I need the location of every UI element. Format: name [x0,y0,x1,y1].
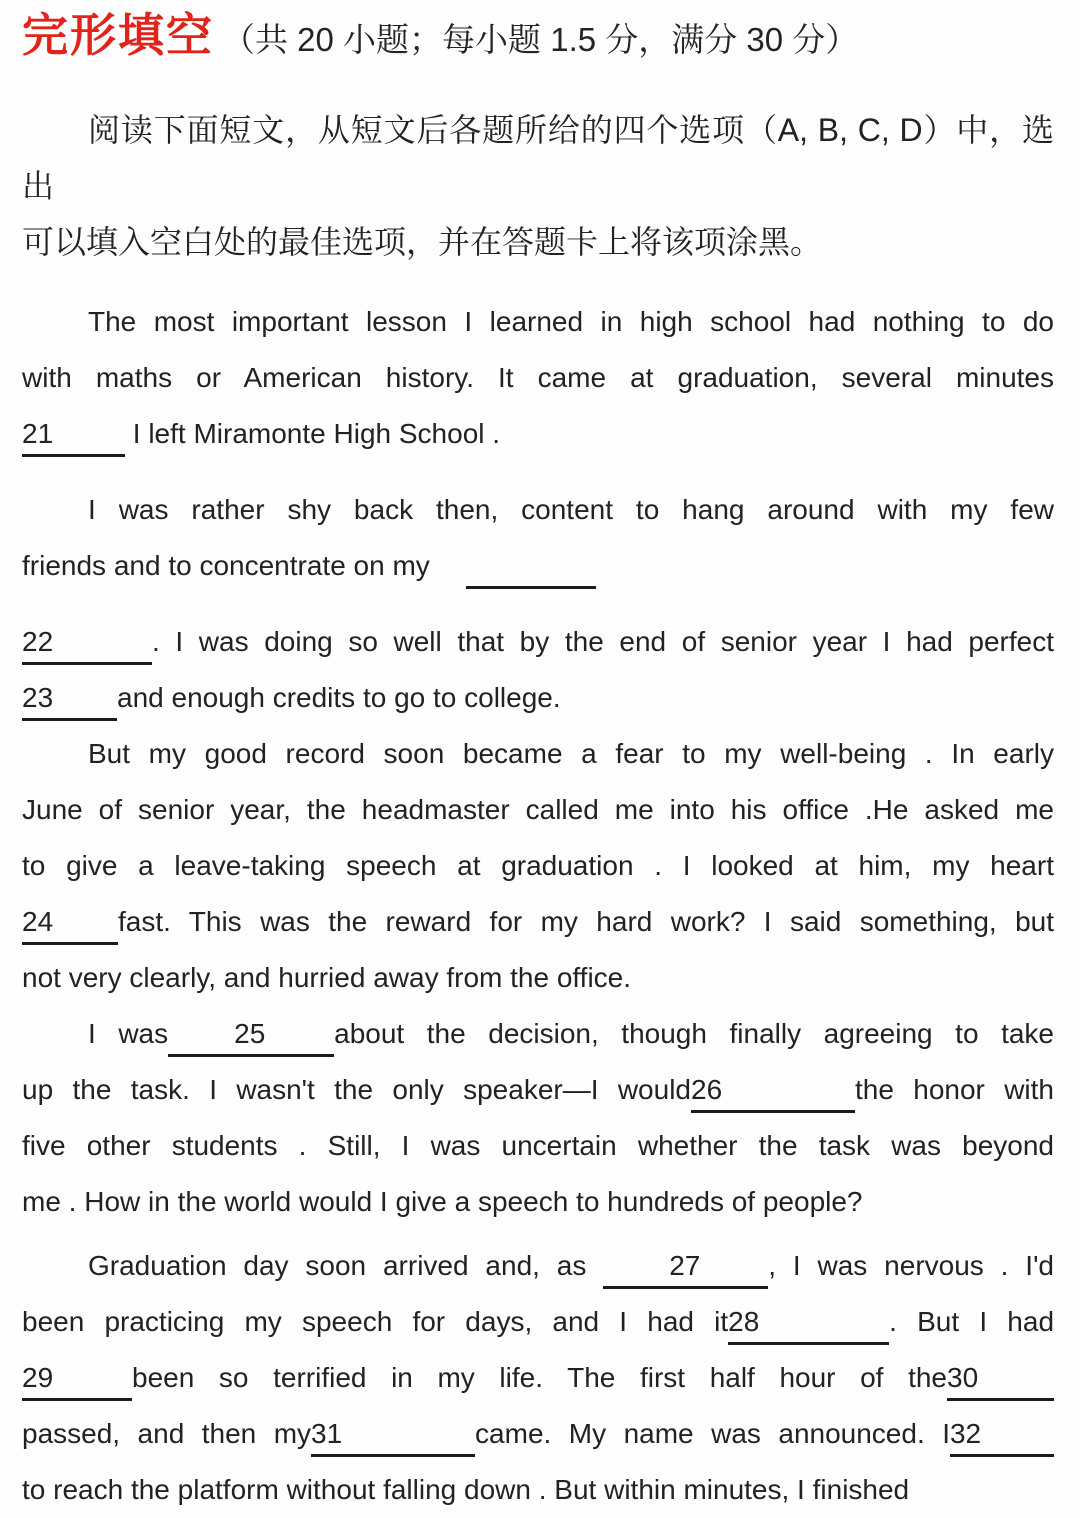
blank-27: 27 [603,1252,768,1289]
passage-text: 可以填入空白处的最佳选项，并在答题卡上将该项涂黑。 [22,224,823,260]
passage-text: . I was doing so well that by the end of senior year I had perfect [152,626,1054,657]
text-line [22,482,1054,538]
instructions [22,102,1054,270]
blank-22: 22 [22,628,152,665]
passage-text: been practicing my speech for days, and I had it [22,1306,729,1337]
paragraph-5 [22,1238,1054,1518]
passage-text: up the task. I wasn't the only speaker—I would [22,1074,691,1105]
passage-text: . But I had [889,1306,1054,1337]
text-line [22,1118,1054,1174]
passage-text: five other students . Still, I was uncertain whether the task was beyond [22,1130,1054,1161]
blank-28: 28 [728,1308,889,1345]
text-line [22,1350,1054,1406]
paragraph-4 [22,1006,1054,1230]
passage-text: passed, and then my [22,1418,312,1449]
passage-text: came. My name was announced. I [475,1418,950,1449]
blank-32: 32 [950,1420,1054,1457]
blank-23: 23 [22,684,117,721]
passage-text: me . How in the world would I give a speech to hundreds of people? [22,1186,863,1217]
passage-text: about the decision, though finally agreeing to take [334,1018,1054,1049]
section-title: 完形填空 [22,9,214,61]
text-line [22,294,1054,350]
passage-text: The most important lesson I learned in high school had nothing to do [88,306,1054,337]
passage-text: friends and to concentrate on my [22,550,430,581]
passage-text: I was rather shy back then, content to hang around with my few [88,494,1054,525]
passage-text: Graduation day soon arrived and, as [88,1250,604,1281]
paragraph-3 [22,726,1054,1006]
passage-text: I was [88,1018,169,1049]
text-line [22,214,1054,270]
passage-text: the honor with [855,1074,1054,1105]
passage-text: to reach the platform without falling down . But within minutes, I finished [22,1474,910,1505]
blank-29: 29 [22,1364,132,1401]
blank-30: 30 [947,1364,1054,1401]
paragraph-2b [22,614,1054,726]
paragraph-2a [22,482,1054,594]
passage [22,102,1054,1518]
exam-page [0,4,1080,1518]
text-line [22,1462,1054,1518]
text-line [22,950,1054,1006]
section-header [22,4,1054,78]
blank-21: 21 [22,420,125,457]
text-line [22,1006,1054,1062]
passage-text: , I was nervous . I'd [768,1250,1054,1281]
text-line [22,670,1054,726]
text-line [22,350,1054,406]
passage-text: June of senior year, the headmaster called me into his office .He asked me [22,794,1054,825]
passage-text: 阅读下面短文，从短文后各题所给的四个选项（A, B, C, D）中，选出 [22,112,1054,204]
text-line [22,894,1054,950]
text-line [22,782,1054,838]
passage-text: been so terrified in my life. The first half hour of the [132,1362,947,1393]
text-line [22,538,1054,594]
text-line [22,726,1054,782]
passage-text: to give a leave-taking speech at graduation . I looked at him, my heart [22,850,1054,881]
blank-31: 31 [311,1420,475,1457]
passage-text: not very clearly, and hurried away from the office. [22,962,632,993]
blank-25: 25 [168,1020,334,1057]
text-line [22,1062,1054,1118]
passage-text: I left Miramonte High School . [125,418,501,449]
passage-text: and enough credits to go to college. [117,682,561,713]
text-line [22,614,1054,670]
blank-26: 26 [691,1076,855,1113]
passage-text: fast. This was the reward for my hard work? I said something, but [118,906,1054,937]
passage-text: But my good record soon became a fear to my well-being . In early [88,738,1054,769]
text-line [22,1294,1054,1350]
paragraph-1 [22,294,1054,462]
blank-unnumbered [466,552,596,589]
text-line [22,102,1054,214]
blank-24: 24 [22,908,118,945]
text-line [22,1406,1054,1462]
text-line [22,1238,1054,1294]
section-score-note: （共 20 小题；每小题 1.5 分，满分 30 分） [222,21,859,58]
text-line [22,406,1054,462]
text-line [22,838,1054,894]
passage-text: with maths or American history. It came at graduation, several minutes [22,362,1054,393]
text-line [22,1174,1054,1230]
